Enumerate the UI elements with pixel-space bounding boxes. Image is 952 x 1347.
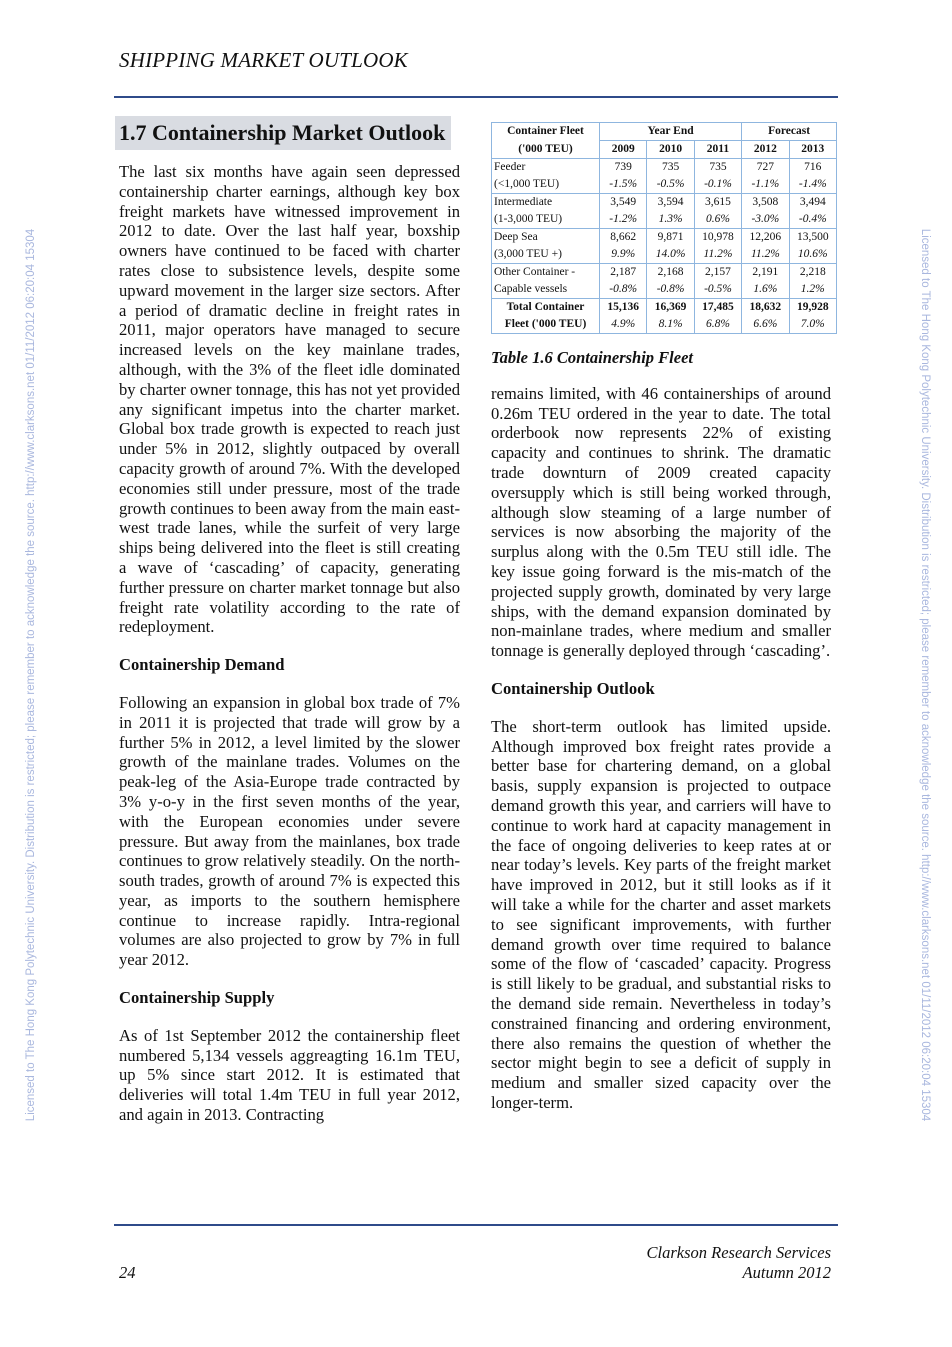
orderbook-paragraph: remains limited, with 46 containerships of around 0.26m TEU ordered in the year to date. The total orderbook now represents 22% of existing capacity and continues to shrink. The dramatic trade downturn of 2009 created capacity oversupply which is still being worked through, although slow steaming of a large number of services is now absorbing the majority of the surplus along with the 0.5m TEU still idle. The key issue going forward is the mis-match of the projected supply growth, dominated by very large ships, with the demand expansion dominated by non-mainlane trades, where medium and smaller tonnage is generally deployed through ‘cascading’. [491,383,831,661]
table-row [492,159,837,177]
demand-paragraph: Following an expansion in global box trade of 7% in 2011 it is projected that trade will grow by a further 5% in 2012, a level limited by the slower growth of the mainlane trades. Volumes on the peak-leg of the Asia-Europe trade contracted by 3% y-o-y in the first seven months of the year, with the European economies under severe pressure. But away from the mainlanes, box trade continues to grow relatively steadily. On the north-south trades, growth of around 7% is expected this year, as imports to the southern hemisphere continue to increase rapidly. Intra-regional volumes are also projected to grow by 7% in full year 2012. [119,692,460,970]
table-pct: -1.5% [600,176,647,194]
table-cell: 3,508 [742,194,789,212]
table-cell: 13,500 [789,229,836,247]
table-cell: 727 [742,159,789,177]
table-cell: 716 [789,159,836,177]
table-pct: 1.3% [647,211,694,229]
table-pct: 1.6% [742,281,789,299]
row-label: Deep Sea [492,229,600,247]
table-cell: 2,168 [647,264,694,282]
table-cell: 2,187 [600,264,647,282]
table-header-label: Container Fleet [492,123,600,141]
table-header-unit: ('000 TEU) [492,141,600,159]
page-number: 24 [119,1263,136,1282]
table-row [492,246,837,264]
right-column [491,116,831,1113]
table-cell: 739 [600,159,647,177]
table-pct: -0.8% [600,281,647,299]
table-pct: 11.2% [742,246,789,264]
table-row [492,176,837,194]
table-pct: 1.2% [789,281,836,299]
table-pct: -3.0% [742,211,789,229]
table-cell: 3,615 [694,194,741,212]
table-total-row [492,316,837,334]
table-group-forecast: Forecast [742,123,837,141]
watermark-right: Licensed to The Hong Kong Polytechnic University. Distribution is restricted; please remember to acknowledge the source. http://www.clarksons.net 01/11/2012 06:20:04 15304 [919,228,931,1122]
table-row [492,229,837,247]
footer-rule [114,1224,838,1226]
table-cell: 2,191 [742,264,789,282]
table-cell: 8,662 [600,229,647,247]
table-total-row [492,299,837,317]
row-sublabel: Capable vessels [492,281,600,299]
table-pct: 10.6% [789,246,836,264]
header-rule [114,96,838,98]
table-row [492,264,837,282]
supply-heading: Containership Supply [119,988,275,1008]
table-pct: -0.5% [647,176,694,194]
section-title: 1.7 Containership Market Outlook [115,116,451,150]
outlook-heading: Containership Outlook [491,678,655,698]
table-cell: 3,549 [600,194,647,212]
table-row [492,211,837,229]
table-pct: -0.4% [789,211,836,229]
table-cell: 2,218 [789,264,836,282]
demand-heading: Containership Demand [119,655,285,675]
running-header: SHIPPING MARKET OUTLOOK [119,48,408,72]
table-pct: 6.6% [742,316,789,334]
table-cell: 3,594 [647,194,694,212]
table-pct: -1.4% [789,176,836,194]
watermark-left: Licensed to The Hong Kong Polytechnic University. Distribution is restricted; please remember to acknowledge the source. http://www.clarksons.net 01/11/2012 06:20:04 15304 [25,228,37,1122]
table-year: 2011 [694,141,741,159]
table-cell: 2,157 [694,264,741,282]
table-cell: 16,369 [647,299,694,317]
publisher-name: Clarkson Research Services [646,1243,831,1262]
table-pct: 4.9% [600,316,647,334]
outlook-paragraph: The short-term outlook has limited upside. Although improved box freight rates provide a better base for chartering demand, on a global basis, supply expansion is projected to outpace demand growth this year, and carriers will have to continue to work hard at capacity management in the face of ongoing deliveries to keep rates at or near today’s levels. Key parts of the freight market have improved in 2012, but it still looks as if it will take a while for the charter and asset markets to see significant improvements, with further demand growth over time required to balance some of the flow of ‘cascaded’ capacity. Progress is still likely to be gradual, and substantial risks to the demand side remain. Nevertheless in today’s constrained financing and ordering environment, there also remains the question of whether the sector might begin to see a deficit of supply in medium and smaller sized capacity over the longer-term. [491,716,831,1112]
table-cell: 15,136 [600,299,647,317]
table-row [492,281,837,299]
table-cell: 17,485 [694,299,741,317]
row-label: Other Container - [492,264,600,282]
row-sublabel: (<1,000 TEU) [492,176,600,194]
table-pct: 7.0% [789,316,836,334]
edition-label: Autumn 2012 [742,1263,831,1282]
table-cell: 735 [694,159,741,177]
table-pct: 8.1% [647,316,694,334]
table-pct: -0.1% [694,176,741,194]
table-cell: 12,206 [742,229,789,247]
table-cell: 18,632 [742,299,789,317]
row-label: Intermediate [492,194,600,212]
table-pct: 9.9% [600,246,647,264]
supply-paragraph: As of 1st September 2012 the containership fleet numbered 5,134 vessels aggreagting 16.1m TEU, up 5% since start 2012. It is estimated that deliveries will total 1.4m TEU in full year 2012, and again in 2013. Contracting [119,1025,460,1125]
left-column [119,116,460,1125]
table-pct: 6.8% [694,316,741,334]
table-cell: 9,871 [647,229,694,247]
fleet-table [491,122,837,334]
row-sublabel: (1-3,000 TEU) [492,211,600,229]
table-pct: 0.6% [694,211,741,229]
table-caption: Table 1.6 Containership Fleet [491,348,693,367]
row-label: Feeder [492,159,600,177]
table-row [492,194,837,212]
table-cell: 735 [647,159,694,177]
footer-publisher [646,1243,831,1283]
table-cell: 10,978 [694,229,741,247]
table-year: 2013 [789,141,836,159]
row-sublabel: Fleet ('000 TEU) [492,316,600,334]
table-pct: -0.5% [694,281,741,299]
table-pct: -0.8% [647,281,694,299]
row-label: Total Container [492,299,600,317]
table-year: 2010 [647,141,694,159]
intro-paragraph: The last six months have again seen depressed containership charter earnings, although key box freight markets have witnessed improvement in 2012 to date. Over the last half year, boxship owners have continued to be faced with charter rates close to subsistence levels, despite some upward movement in the larger size sectors. After a period of dramatic decline in freight rates in 2011, major operators have managed to secure increased levels on the key mainlane trades, although, with the 3% of the fleet idle dominated by charter owner tonnage, this has not yet provided any significant impetus into the charter market. Global box trade growth is expected to reach just under 5% in 2012, slightly outpaced by overall capacity growth of around 7%. With the developed economies still under pressure, most of the trade growth continues to been away from the main east-west trade lanes, while the surfeit of very large ships being delivered into the fleet is still creating a wave of ‘cascading’ of capacity, generating further pressure on charter market tonnage but also freight rate volatility according to the rate of redeployment. [119,162,460,637]
table-pct: -1.2% [600,211,647,229]
table-cell: 19,928 [789,299,836,317]
table-pct: 14.0% [647,246,694,264]
table-year: 2012 [742,141,789,159]
row-sublabel: (3,000 TEU +) [492,246,600,264]
table-year: 2009 [600,141,647,159]
table-group-year-end: Year End [600,123,742,141]
table-pct: 11.2% [694,246,741,264]
table-cell: 3,494 [789,194,836,212]
table-pct: -1.1% [742,176,789,194]
